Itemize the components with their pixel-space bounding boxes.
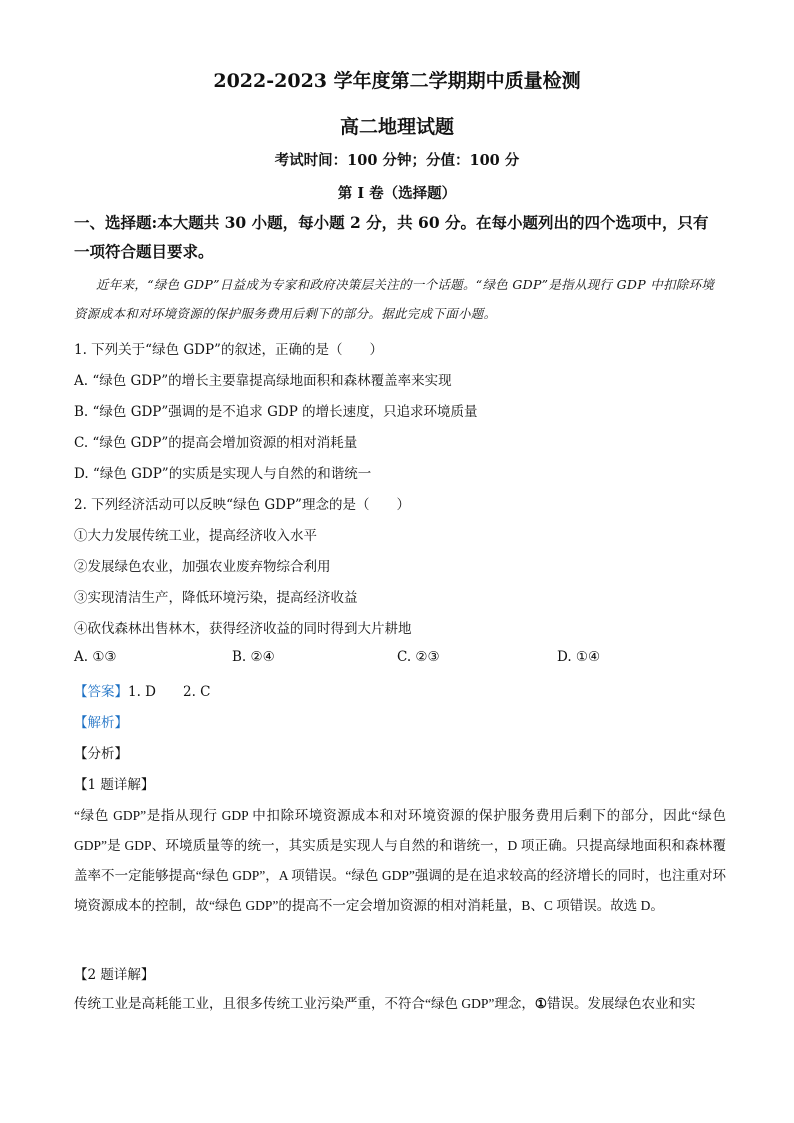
detail-2-text-before: 传统工业是高耗能工业，且很多传统工业污染严重，不符合“绿色 GDP”理念， [74,996,535,1011]
answer-text: 1. D 2. C [128,684,211,700]
question-2-option-c: C. ②③ [397,649,440,665]
question-2-option-d: D. ①④ [557,649,601,665]
reading-passage: 近年来，“绿色 GDP”日益成为专家和政府决策层关注的一个话题。“绿色 GDP”是指从现行 GDP 中扣除环境资源成本和对环境资源的保护服务费用后剩下的部分。据此完成下面小题。 [74,277,715,321]
question-2-item-2: ②发展绿色农业，加强农业废弃物综合利用 [74,559,331,575]
section-heading: 一、选择题:本大题共 30 小题，每小题 2 分，共 60 分。在每小题列出的四个选项中，只有一项符合题目要求。 [74,213,709,261]
exam-subtitle: 高二地理试题 [339,116,454,138]
exam-info: 考试时间：100 分钟；分值：100 分 [274,152,520,169]
question-2-item-1: ①大力发展传统工业，提高经济收入水平 [74,528,317,544]
detail-1-label: 【1 题详解】 [74,777,155,793]
question-2-item-3: ③实现清洁生产，降低环境污染，提高经济收益 [74,590,358,606]
question-1-stem: 1. 下列关于“绿色 GDP”的叙述，正确的是（ ） [74,342,383,358]
detail-2-circled-number: ① [534,996,547,1011]
answer-line [74,680,211,700]
question-1-option-b: B. “绿色 GDP”强调的是不追求 GDP 的增长速度，只追求环境质量 [74,404,478,420]
question-1-option-c: C. “绿色 GDP”的提高会增加资源的相对消耗量 [74,435,358,451]
volume-heading: 第 I 卷（选择题） [337,185,457,202]
question-2-item-4: ④砍伐森林出售林木，获得经济收益的同时得到大片耕地 [74,621,412,637]
fenxi-label: 【分析】 [74,746,128,762]
detail-2-text-after: 错误。发展绿色农业和实 [546,996,696,1011]
question-2-option-b: B. ②④ [232,649,275,665]
analysis-label: 【解析】 [74,715,128,731]
question-2-stem: 2. 下列经济活动可以反映“绿色 GDP”理念的是（ ） [74,497,410,513]
question-2-option-a: A. ①③ [74,649,117,665]
detail-1-text: “绿色 GDP”是指从现行 GDP 中扣除环境资源成本和对环境资源的保护服务费用后剩下的部分，因此“绿色 GDP”是 GDP、环境质量等的统一，其实质是实现人与自然的和谐统一，D 项正确。只提高绿地面积和森林覆盖率不一定能够提高“绿色 GDP”，A 项错误。“绿色 GDP”强调的是在追求较高的经济增长的同时，也注重对环境资源成本的控制，故“绿色 GDP”的提高不一定会增加资源的相对消耗量，B、C 项错误。故选 D。 [74,808,726,913]
exam-title: 2022-2023 学年度第二学期期中质量检测 [213,70,581,92]
detail-2-label: 【2 题详解】 [74,967,155,983]
question-1-option-d: D. “绿色 GDP”的实质是实现人与自然的和谐统一 [74,466,372,482]
answer-label: 【答案】 [74,684,128,700]
question-1-option-a: A. “绿色 GDP”的增长主要靠提高绿地面积和森林覆盖率来实现 [74,373,452,389]
detail-2-text [74,989,726,1019]
